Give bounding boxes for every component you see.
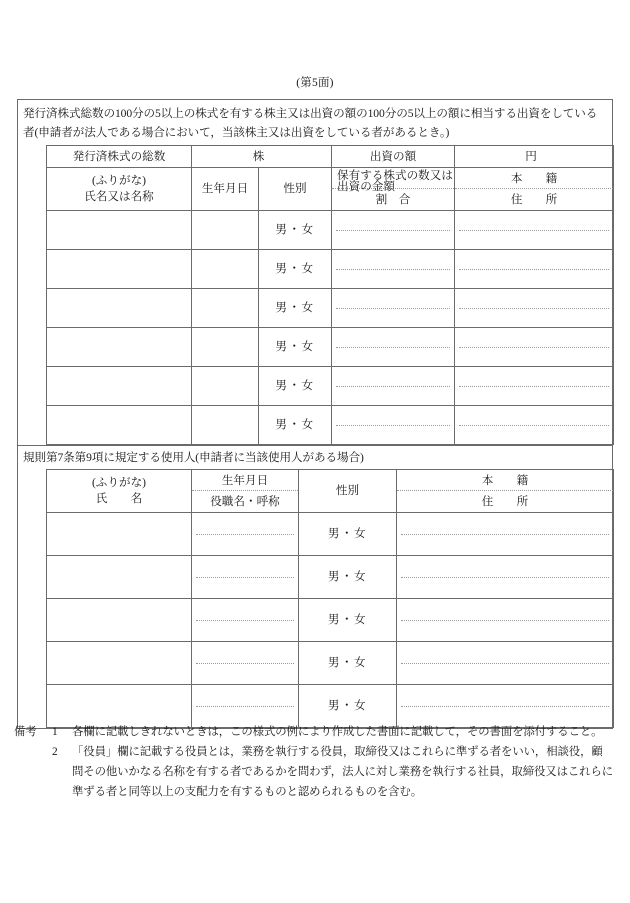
remark-number: 1 [52,726,58,738]
dotted-divider [401,663,609,664]
cell-gender[interactable]: 男・女 [259,289,332,328]
header-name [47,168,192,211]
header-honseki: 本 籍 [455,168,613,189]
cell-name[interactable] [47,642,192,685]
dotted-divider [196,577,294,578]
dotted-divider [459,386,609,387]
cell-name[interactable] [47,556,192,599]
total-shares-label: 発行済株式の総数 [47,146,192,168]
cell-name[interactable] [47,599,192,642]
cell-birthdate[interactable] [192,250,259,289]
cell-address[interactable] [397,556,614,599]
cell-gender[interactable]: 男・女 [259,328,332,367]
header-birthdate-position [192,470,299,513]
cell-gender[interactable]: 男・女 [259,406,332,445]
cell-address[interactable] [397,599,614,642]
section1-intro [18,100,612,145]
cell-name[interactable] [47,513,192,556]
employees-table [46,469,614,728]
remark-item [14,742,618,762]
dotted-divider [401,620,609,621]
cell-birthdate[interactable] [192,289,259,328]
dotted-divider [336,269,450,270]
cell-gender[interactable]: 男・女 [259,367,332,406]
dotted-divider [196,534,294,535]
cell-address[interactable] [397,513,614,556]
cell-name[interactable] [47,250,192,289]
table-row [47,406,614,445]
header-furigana: (ふりがな) [91,476,147,489]
table-row [47,211,614,250]
section1-intro-line1: 発行済株式総数の100分の5以上の株式を有する株主又は出資の額の100分の5以上の額に相当する出資をしている [23,107,598,120]
dotted-divider [196,663,294,664]
column-header-row [47,470,614,513]
cell-holding-ratio[interactable] [332,289,455,328]
dotted-divider [459,425,609,426]
total-capital-value[interactable]: 円 [455,146,614,168]
page-label: (第5面) [296,77,334,89]
cell-name[interactable] [47,211,192,250]
header-jusho: 住 所 [481,495,529,508]
remark-number: 2 [52,746,58,758]
cell-birthdate[interactable] [192,328,259,367]
dotted-divider [336,386,450,387]
header-birthdate: 生年月日 [192,168,259,211]
dotted-divider [336,425,450,426]
header-address [455,168,614,211]
header-position: 役職名・呼称 [210,495,280,508]
cell-birthdate-position[interactable] [192,642,299,685]
remarks-label: 備考 [14,726,37,738]
cell-gender[interactable]: 男・女 [299,599,397,642]
cell-birthdate-position[interactable] [192,556,299,599]
header-name [47,470,192,513]
dotted-divider [196,620,294,621]
dotted-divider [196,706,294,707]
cell-holding-ratio[interactable] [332,367,455,406]
total-shares-value[interactable]: 株 [192,146,332,168]
cell-birthdate[interactable] [192,211,259,250]
header-holding [332,168,454,193]
cell-address[interactable] [455,211,614,250]
cell-birthdate[interactable] [192,367,259,406]
dotted-divider [336,347,450,348]
header-honseki: 本 籍 [397,470,613,491]
remark-item [14,722,618,742]
cell-name[interactable] [47,406,192,445]
dotted-divider [459,308,609,309]
remarks-section [14,722,618,802]
header-gender: 性別 [259,168,332,211]
header-gender: 性別 [299,470,397,513]
table-row [47,367,614,406]
table-row [47,289,614,328]
cell-gender[interactable]: 男・女 [299,513,397,556]
header-holding-line1: 保有する株式の数又は [337,169,453,182]
totals-row [47,146,614,168]
table-row [47,328,614,367]
dotted-divider [401,577,609,578]
section2-table-wrap [18,469,612,728]
cell-holding-ratio[interactable] [332,328,455,367]
header-name-label: 氏 名 [95,492,143,505]
header-birthdate: 生年月日 [192,470,298,491]
dotted-divider [401,706,609,707]
form-box [17,99,613,729]
dotted-divider [401,534,609,535]
total-capital-label: 出資の額 [332,146,455,168]
remark-text-continued: 準ずる者と同等以上の支配力を有するものと認められるものを含む。 [72,786,423,798]
cell-birthdate-position[interactable] [192,599,299,642]
table-row [47,599,614,642]
cell-name[interactable] [47,289,192,328]
column-header-row [47,168,614,211]
cell-address[interactable] [455,328,614,367]
header-address [397,470,614,513]
cell-gender[interactable]: 男・女 [299,642,397,685]
cell-gender[interactable]: 男・女 [299,556,397,599]
cell-address[interactable] [455,289,614,328]
cell-name[interactable] [47,328,192,367]
table-row [47,556,614,599]
dotted-divider [336,230,450,231]
cell-birthdate[interactable] [192,406,259,445]
header-holding-line2: 出資の金額 [337,180,395,193]
cell-address[interactable] [455,406,614,445]
dotted-divider [459,347,609,348]
remark-text: 「役員」欄に記載する役員とは，業務を執行する役員，取締役又はこれらに準ずる者をいい，相談役，顧 [72,746,603,758]
table-row [47,513,614,556]
dotted-divider [459,269,609,270]
header-furigana: (ふりがな) [91,174,147,187]
remark-text-continued: 問その他いかなる名称を有する者であるかを問わず，法人に対し業務を執行する社員，取締役又はこれらに [72,766,614,778]
section2-heading: 規則第7条第9項に規定する使用人(申請者に当該使用人がある場合) [18,445,612,469]
cell-gender[interactable]: 男・女 [299,685,397,728]
dotted-divider [459,230,609,231]
cell-address[interactable] [455,250,614,289]
table-row [47,642,614,685]
remark-text: 各欄に記載しきれないときは，この様式の例により作成した書面に記載して，その書面を添付すること。 [72,726,603,738]
header-name-label: 氏名又は名称 [84,190,154,203]
section1-intro-line2: 者(申請者が法人である場合において，当該株主又は出資をしている者があるとき。) [23,126,450,139]
header-ratio: 割 合 [375,193,411,206]
table-row [47,250,614,289]
cell-address[interactable] [397,642,614,685]
cell-holding-ratio[interactable] [332,211,455,250]
cell-address[interactable] [455,367,614,406]
dotted-divider [336,308,450,309]
section1-table-wrap [18,145,612,445]
cell-gender[interactable]: 男・女 [259,250,332,289]
shareholders-table [46,145,614,445]
cell-holding-ratio[interactable] [332,406,455,445]
cell-gender[interactable]: 男・女 [259,211,332,250]
header-jusho: 住 所 [510,193,558,206]
header-holding-ratio [332,168,455,211]
cell-name[interactable] [47,367,192,406]
cell-birthdate-position[interactable] [192,513,299,556]
cell-holding-ratio[interactable] [332,250,455,289]
